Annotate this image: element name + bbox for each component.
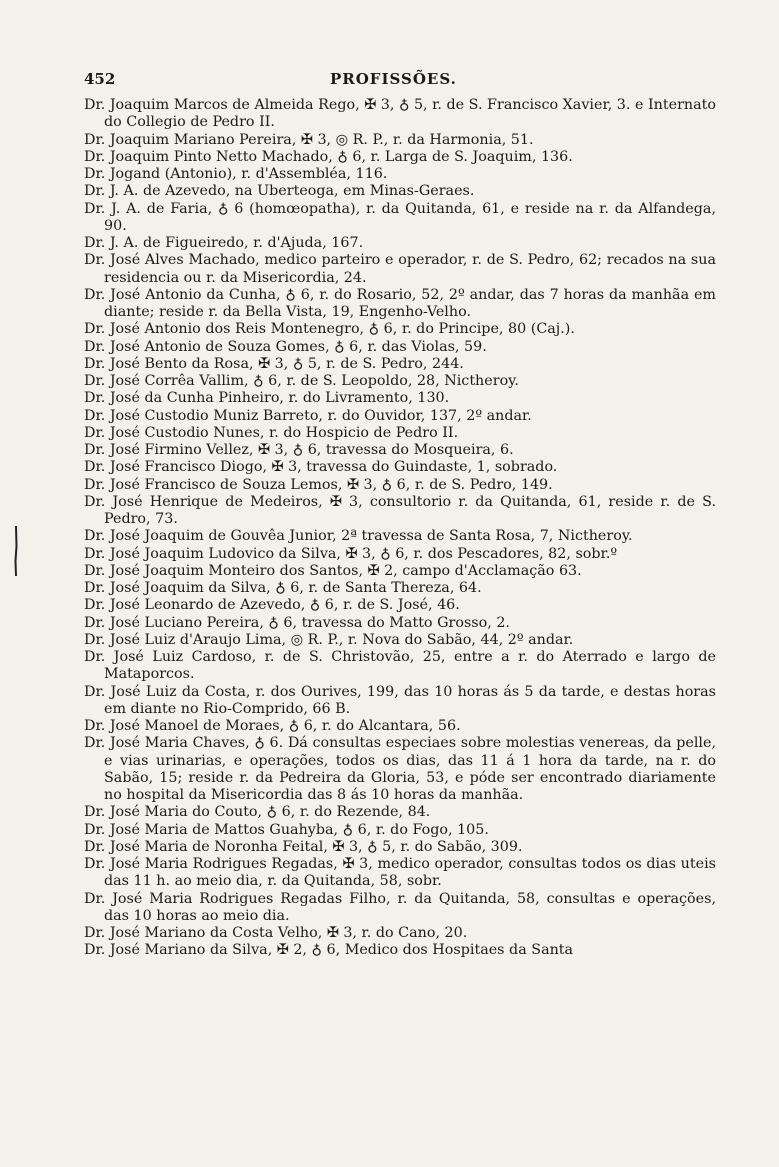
directory-entry: Dr. J. A. de Figueiredo, r. d'Ajuda, 167. <box>84 235 364 251</box>
running-title: PROFISSÕES. <box>330 70 457 88</box>
directory-entry: Dr. José Maria Chaves, ♁ 6. Dá consultas especiaes sobre molestias venereas, da pelle, e vias urinarias, e operações, todos os dias, das 11 á 1 hora da tarde, na r. do Sabão, 15; reside r. da Pedreira da Gloria, 53, e póde ser encontrado diariamente no hospital da Misericordia das 8 ás 10 horas da manhãa. <box>84 735 716 803</box>
directory-entry: Dr. José Luciano Pereira, ♁ 6, travessa do Matto Grosso, 2. <box>84 614 510 631</box>
directory-entry: Dr. José Leonardo de Azevedo, ♁ 6, r. de S. José, 46. <box>84 597 460 614</box>
directory-entry: Dr. José Joaquim Monteiro dos Santos, ✠ 2, campo d'Acclamação 63. <box>84 562 582 579</box>
directory-entry: Dr. José Luiz da Costa, r. dos Ourives, 199, das 10 horas ás 5 da tarde, e destas horas em diante no Rio-Comprido, 66 B. <box>84 683 716 717</box>
directory-entry: Dr. José Alves Machado, medico parteiro e operador, r. de S. Pedro, 62; recados na sua residencia ou r. da Misericordia, 24. <box>84 252 716 286</box>
page-header <box>84 70 699 92</box>
directory-entry: Dr. José Custodio Muniz Barreto, r. do Ouvidor, 137, 2º andar. <box>84 407 532 424</box>
margin-pencil-mark <box>14 526 18 576</box>
directory-entry: Dr. José Custodio Nunes, r. do Hospicio de Pedro II. <box>84 424 459 441</box>
directory-entry: Dr. José Antonio dos Reis Montenegro, ♁ 6, r. do Principe, 80 (Caj.). <box>84 321 575 338</box>
directory-entry: Dr. Joaquim Mariano Pereira, ✠ 3, ◎ R. P., r. da Harmonia, 51. <box>84 131 534 148</box>
directory-entry: Dr. José da Cunha Pinheiro, r. do Livramento, 130. <box>84 390 450 407</box>
directory-entry: Dr. Joaquim Marcos de Almeida Rego, ✠ 3, ♁ 5, r. de S. Francisco Xavier, 3. e Internato do Collegio de Pedro II. <box>84 97 716 131</box>
directory-entry: Dr. J. A. de Azevedo, na Uberteoga, em Minas-Geraes. <box>84 183 475 200</box>
directory-entry: Dr. José Joaquim da Silva, ♁ 6, r. de Santa Thereza, 64. <box>84 580 482 596</box>
directory-entry: Dr. José Corrêa Vallim, ♁ 6, r. de S. Leopoldo, 28, Nictheroy. <box>84 373 519 389</box>
directory-entry: Dr. José Bento da Rosa, ✠ 3, ♁ 5, r. de S. Pedro, 244. <box>84 355 464 372</box>
directory-entry: Dr. Joaquim Pinto Netto Machado, ♁ 6, r. Larga de S. Joaquim, 136. <box>84 148 573 165</box>
directory-entry: Dr. José Maria de Mattos Guahyba, ♁ 6, r. do Fogo, 105. <box>84 821 489 838</box>
directory-entry: Dr. José Maria de Noronha Feital, ✠ 3, ♁ 5, r. do Sabão, 309. <box>84 838 523 855</box>
directory-entry: Dr. José Mariano da Costa Velho, ✠ 3, r. do Cano, 20. <box>84 925 468 941</box>
directory-entry: Dr. J. A. de Faria, ♁ 6 (homœopatha), r. da Quitanda, 61, e reside na r. da Alfandega, 90. <box>84 200 716 234</box>
directory-entry: Dr. José Maria Rodrigues Regadas Filho, r. da Quitanda, 58, consultas e operações, das 10 horas ao meio dia. <box>84 890 716 924</box>
directory-entry: Dr. José Francisco Diogo, ✠ 3, travessa do Guindaste, 1, sobrado. <box>84 459 558 476</box>
directory-entry: Dr. Jogand (Antonio), r. d'Assembléa, 116. <box>84 166 388 182</box>
directory-entry: Dr. José Joaquim Ludovico da Silva, ✠ 3, ♁ 6, r. dos Pescadores, 82, sobr.º <box>84 545 618 562</box>
directory-entry: Dr. José Luiz Cardoso, r. de S. Christovão, 25, entre a r. do Aterrado e largo de Mataporcos. <box>84 649 716 683</box>
directory-entry: Dr. José Henrique de Medeiros, ✠ 3, consultorio r. da Quitanda, 61, reside r. de S. Pedro, 73. <box>84 493 716 527</box>
directory-entry: Dr. José Luiz d'Araujo Lima, ◎ R. P., r. Nova do Sabão, 44, 2º andar. <box>84 631 574 648</box>
directory-entry: Dr. José Antonio de Souza Gomes, ♁ 6, r. das Violas, 59. <box>84 338 487 355</box>
directory-entry: Dr. José Francisco de Souza Lemos, ✠ 3, ♁ 6, r. de S. Pedro, 149. <box>84 476 553 493</box>
directory-entry: Dr. José Firmino Vellez, ✠ 3, ♁ 6, travessa do Mosqueira, 6. <box>84 442 514 458</box>
directory-entry: Dr. José Antonio da Cunha, ♁ 6, r. do Rosario, 52, 2º andar, das 7 horas da manhãa em diante; reside r. da Bella Vista, 19, Engenho-Velho. <box>84 286 716 320</box>
directory-entry: Dr. José Manoel de Moraes, ♁ 6, r. do Alcantara, 56. <box>84 718 461 734</box>
directory-entry: Dr. José Mariano da Silva, ✠ 2, ♁ 6, Medico dos Hospitaes da Santa <box>84 942 574 959</box>
directory-list <box>84 97 716 960</box>
directory-entry: Dr. José Maria Rodrigues Regadas, ✠ 3, medico operador, consultas todos os dias uteis das 11 h. ao meio dia, r. da Quitanda, 58, sobr. <box>84 856 716 890</box>
directory-entry: Dr. José Joaquim de Gouvêa Junior, 2ª travessa de Santa Rosa, 7, Nictheroy. <box>84 528 633 545</box>
page-number: 452 <box>84 70 116 88</box>
directory-entry: Dr. José Maria do Couto, ♁ 6, r. do Rezende, 84. <box>84 804 431 821</box>
